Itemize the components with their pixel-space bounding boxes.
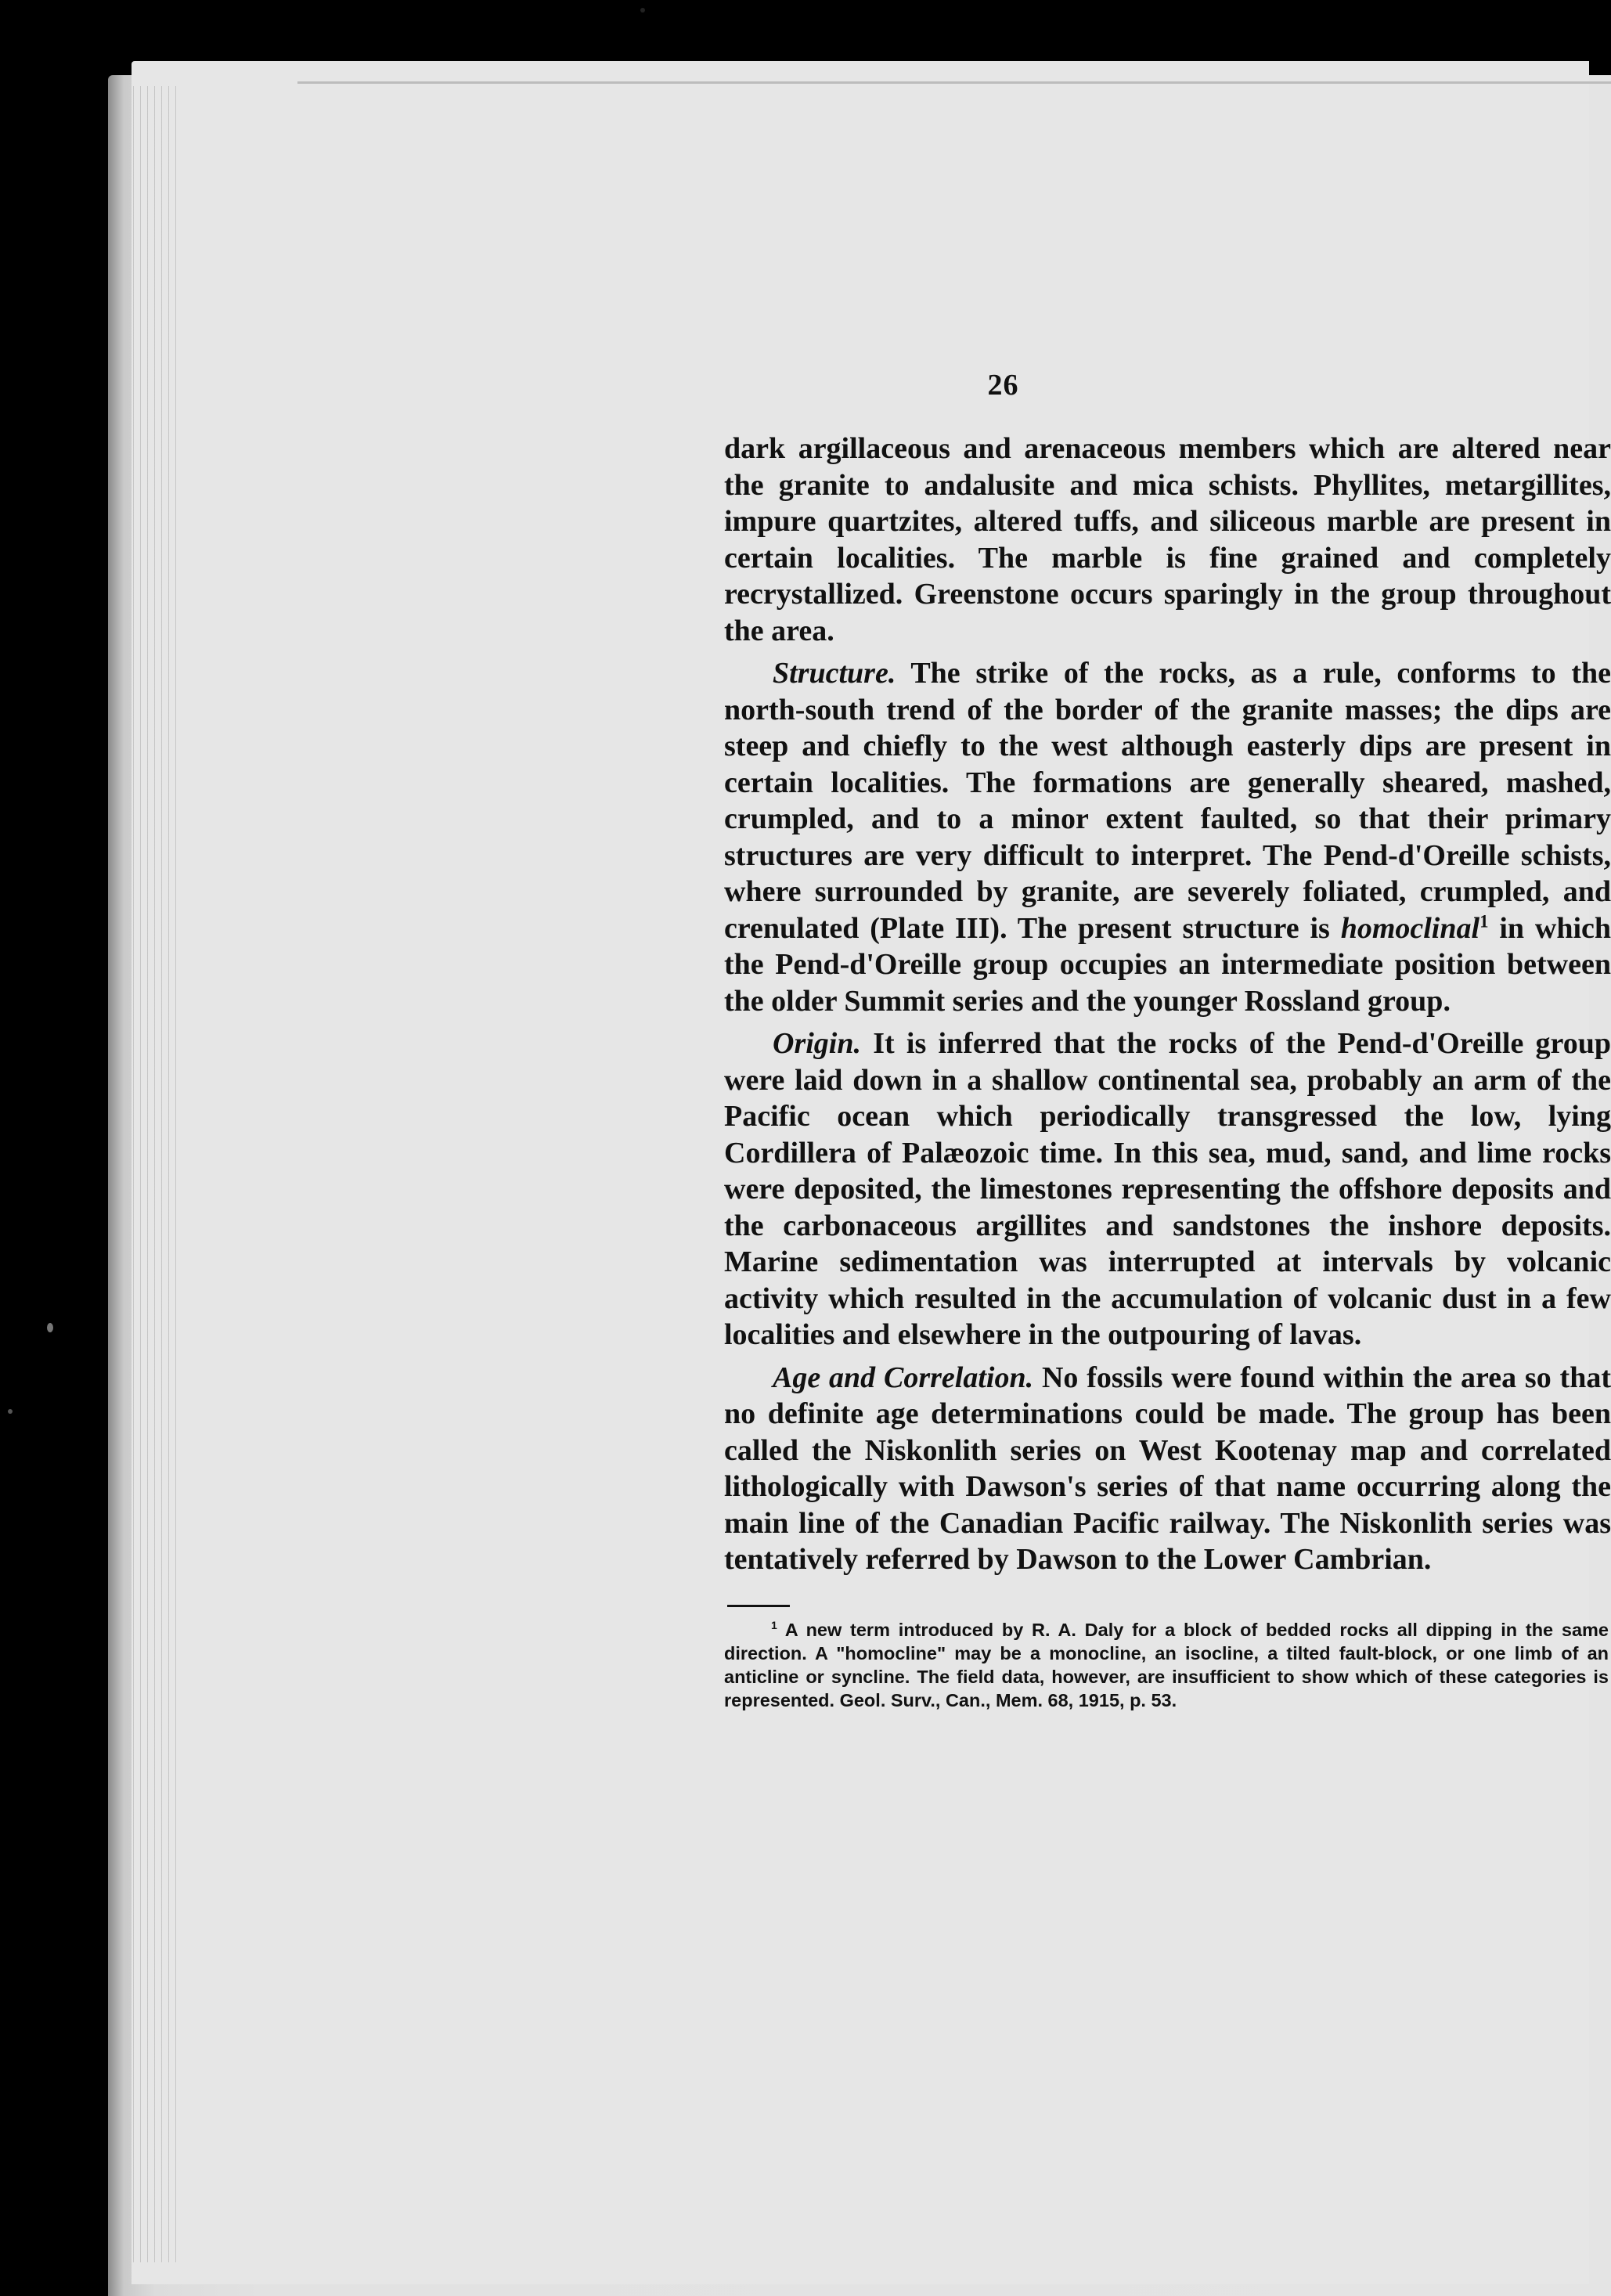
footnote-text: A new term introduced by R. A. Daly for a block of bedded rocks all dipping in the same direction. A "homocline" may be a monocline, an isocline, a tilted fault-block, or one limb of an anticline or syncline. The field data, however, are insufficient to show which of these categories is represented. Geol. Surv., Can., Mem. 68, 1915, p. 53. [724, 1619, 1609, 1710]
paragraph-continuation [724, 431, 1611, 649]
section-heading-structure: Structure. [773, 657, 896, 690]
footnote [724, 1618, 1609, 1712]
footnote-reference: 1 [1479, 910, 1489, 931]
section-heading-origin: Origin. [773, 1027, 861, 1060]
scan-speck [8, 1409, 13, 1414]
paragraph-age-correlation [724, 1360, 1611, 1578]
page-gutter-texture [133, 86, 180, 2262]
page-number: 26 [987, 369, 1019, 402]
paragraph-text: in which the Pend-d'Oreille group occupies an intermediate position between the older Summit series and the younger Rossland group. [724, 911, 1611, 1018]
section-heading-age-correlation: Age and Correlation. [773, 1361, 1034, 1394]
footnote-divider [727, 1605, 790, 1607]
paragraph-text: The strike of the rocks, as a rule, conforms to the north-south trend of the border of the granite masses; the dips are steep and chiefly to the west although easterly dips are present in certain localities. The formations are generally sheared, mashed, crumpled, and to a minor extent faulted, so that their primary structures are very difficult to interpret. The Pend-d'Oreille schists, where surrounded by granite, are severely foliated, crumpled, and crenulated (Plate III). The present structure is [724, 657, 1611, 945]
page-content [724, 368, 1611, 1712]
term-homoclinal: homoclinal [1340, 911, 1480, 945]
scan-speck [47, 1323, 53, 1332]
paragraph-origin [724, 1025, 1611, 1353]
paragraph-text: It is inferred that the rocks of the Pend-d'Oreille group were laid down in a shallow continental sea, probably an arm of the Pacific ocean which periodically transgressed the low, lying Cordillera of Palæozoic time. In this sea, mud, sand, and lime rocks were deposited, the limestones representing the offshore deposits and the carbonaceous argillites and sandstones the inshore deposits. Marine sedimentation was interrupted at intervals by volcanic activity which resulted in the accumulation of volcanic dust in a few localities and elsewhere in the outpouring of lavas. [724, 1027, 1611, 1351]
paragraph-text: No fossils were found within the area so that no definite age determinations could be made. The group has been called the Niskonlith series on West Kootenay map and correlated lithologically with Dawson's series of that name occurring along the main line of the Canadian Pacific railway. The Niskonlith series was tentatively referred by Dawson to the Lower Cambrian. [724, 1361, 1611, 1576]
paragraph-text: dark argillaceous and arenaceous members which are altered near the granite to andalusite and mica schists. Phyllites, metargillites, impure quartzites, altered tuffs, and siliceous marble are present in certain localities. The marble is fine grained and completely recrystallized. Greenstone occurs sparingly in the group throughout the area. [724, 432, 1611, 647]
paragraph-structure [724, 655, 1611, 1019]
scan-speck [640, 8, 645, 13]
page-top-edge [297, 81, 1611, 84]
footnote-mark: 1 [771, 1618, 777, 1631]
